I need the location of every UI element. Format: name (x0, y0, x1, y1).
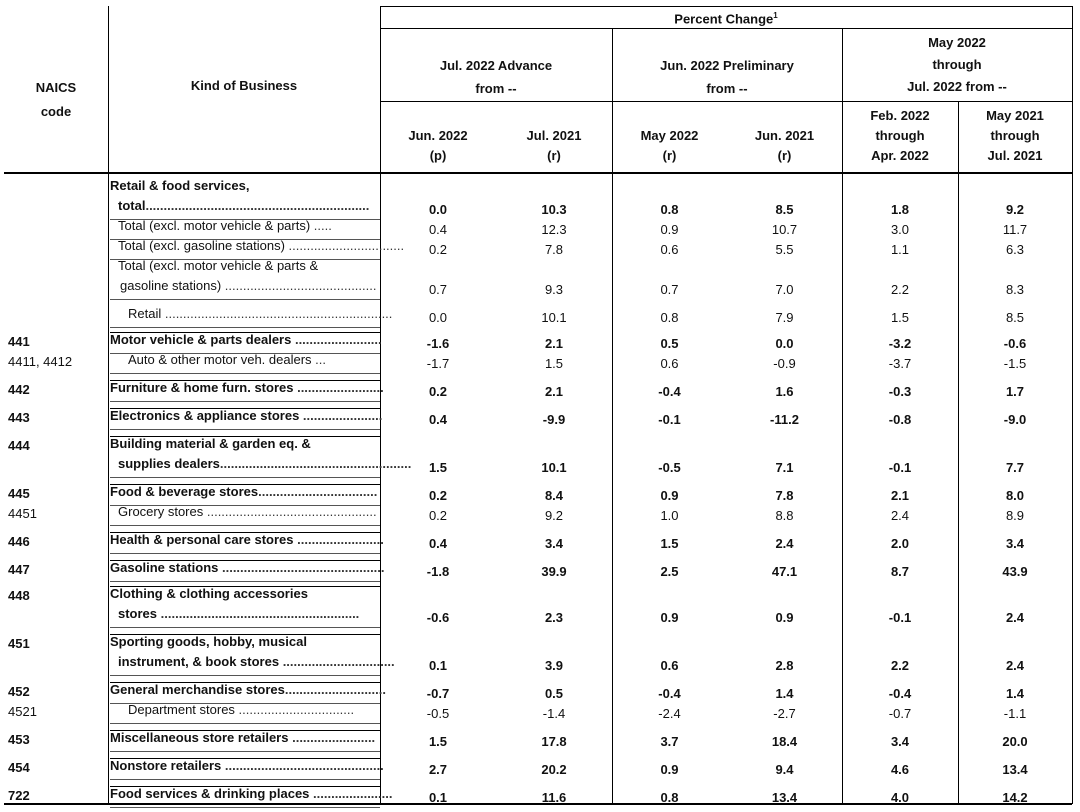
column-header-line: through (990, 128, 1040, 143)
percent-change-value: -1.8 (426, 564, 450, 579)
leader-dots: ...................... (299, 408, 383, 423)
business-label (110, 176, 378, 196)
row-label-underline (110, 807, 380, 808)
row-label-underline (110, 477, 380, 478)
percent-change-value: 1.4 (775, 686, 794, 701)
column-header-line: (r) (662, 148, 677, 163)
business-label (110, 728, 378, 748)
naics-code: 454 (8, 760, 30, 775)
business-label-text: Gasoline stations (110, 560, 219, 575)
percent-change-value: 0.4 (428, 222, 448, 237)
business-label-text: supplies dealers (118, 456, 220, 471)
percent-change-value: 8.8 (775, 508, 794, 523)
leader-dots: ................................ (284, 238, 405, 253)
leader-dots: ............................................................... (161, 306, 393, 321)
business-label-text: Motor vehicle & parts dealers (110, 332, 292, 347)
percent-change-value: 2.8 (775, 658, 794, 673)
percent-change-text: Percent Change (674, 11, 774, 27)
business-label (118, 196, 378, 216)
row-label-underline (110, 327, 380, 328)
business-label-text: Retail & food services, (110, 178, 250, 193)
naics-code-header (4, 78, 108, 122)
business-label (110, 530, 384, 550)
business-label (118, 236, 405, 256)
leader-dots: ............................................. (218, 560, 385, 575)
business-label-text: Auto & other motor veh. dealers (128, 352, 312, 367)
naics-code: 452 (8, 684, 30, 699)
percent-change-value: -0.6 (426, 610, 450, 625)
percent-change-value: -1.5 (1003, 356, 1027, 371)
percent-change-value: -1.6 (426, 336, 450, 351)
column-header-feb-apr-2022 (842, 106, 958, 166)
business-label (110, 406, 383, 426)
naics-header-line: NAICS (35, 80, 77, 95)
group-line: Jun. 2022 Preliminary (660, 58, 794, 73)
naics-code: 722 (8, 788, 30, 803)
group-line: through (932, 57, 982, 72)
percent-change-value: 1.4 (1005, 686, 1025, 701)
business-label (110, 482, 378, 502)
percent-change-value: -0.5 (658, 460, 681, 475)
percent-change-value: 11.7 (1002, 222, 1028, 237)
business-label-text: instrument, & book stores (118, 654, 280, 669)
column-header-jun-2021 (727, 126, 842, 166)
business-label-text: stores (118, 606, 158, 621)
percent-change-value: 8.0 (1005, 488, 1025, 503)
column-header-line: Jun. 2022 (408, 128, 468, 143)
percent-change-value: 7.8 (544, 242, 564, 257)
percent-change-value: -0.4 (658, 686, 681, 701)
leader-dots: ................................ (234, 702, 355, 717)
percent-change-value: 3.9 (544, 658, 564, 673)
naics-code: 441 (8, 334, 30, 349)
business-label (128, 350, 396, 370)
footnote-mark: 1 (773, 11, 778, 20)
leader-dots: ............................ (284, 682, 386, 697)
percent-change-value: 0.2 (428, 508, 448, 523)
percent-change-value: 0.1 (428, 658, 448, 673)
percent-change-value: 43.9 (1002, 564, 1028, 579)
leader-dots: ........................ (293, 380, 384, 395)
percent-change-value: -0.7 (426, 686, 450, 701)
percent-change-value: 3.0 (890, 222, 910, 237)
group-bottom-rule (380, 101, 1072, 102)
percent-change-value: 3.4 (1005, 536, 1025, 551)
business-label-text: Health & personal care stores (110, 532, 294, 547)
percent-change-value: 1.5 (890, 310, 910, 325)
column-header-may-2022 (612, 126, 727, 166)
business-label (118, 256, 386, 276)
percent-change-value: 6.3 (1005, 242, 1025, 257)
percent-change-value: 7.1 (775, 460, 794, 475)
business-label (110, 558, 385, 578)
column-header-line: Feb. 2022 (870, 108, 930, 123)
group-jul-2022-advance (380, 56, 612, 99)
percent-change-value: -1.7 (426, 356, 450, 371)
group-line: May 2022 (928, 35, 986, 50)
leader-dots: ... (311, 352, 326, 367)
leader-dots: ..................................................... (219, 456, 412, 471)
row-label-underline (110, 675, 380, 676)
percent-change-value: -9.9 (542, 412, 566, 427)
percent-change-value: 0.9 (660, 762, 679, 777)
leader-dots: ........................ (293, 532, 384, 547)
percent-change-title (380, 6, 1072, 29)
business-label (110, 584, 378, 604)
naics-code: 443 (8, 410, 30, 425)
percent-change-value: 0.6 (660, 658, 679, 673)
row-label-underline (110, 581, 380, 582)
percent-change-value: 4.6 (890, 762, 910, 777)
naics-header-line: code (40, 104, 72, 119)
business-label (128, 700, 396, 720)
business-label-text: Sporting goods, hobby, musical (110, 634, 307, 649)
percent-change-value: 1.1 (890, 242, 910, 257)
column-header-line: May 2021 (986, 108, 1044, 123)
percent-change-value: 0.9 (660, 488, 679, 503)
percent-change-value: 1.5 (544, 356, 564, 371)
percent-change-value: -0.4 (888, 686, 912, 701)
percent-change-value: 0.5 (544, 686, 564, 701)
percent-change-value: 9.4 (775, 762, 794, 777)
percent-change-value: 20.0 (1002, 734, 1028, 749)
leader-dots: ................................. (258, 484, 378, 499)
column-header-line: Apr. 2022 (871, 148, 929, 163)
business-label (118, 216, 386, 236)
percent-change-value: -1.1 (1003, 706, 1027, 721)
leader-dots: .............................................................. (145, 198, 370, 213)
business-label (110, 680, 386, 700)
percent-change-value: 8.3 (1005, 282, 1025, 297)
leader-dots: ............................................... (203, 504, 377, 519)
percent-change-value: -0.3 (888, 384, 912, 399)
percent-change-value: -3.7 (888, 356, 912, 371)
leader-dots: .......................................... (221, 278, 377, 293)
percent-change-value: 0.8 (660, 790, 679, 805)
row-label-underline (110, 429, 380, 430)
percent-change-value: 2.1 (544, 384, 564, 399)
naics-code: 446 (8, 534, 30, 549)
percent-change-value: -0.6 (1003, 336, 1027, 351)
percent-change-value: 1.5 (428, 734, 448, 749)
percent-change-value: 0.7 (660, 282, 679, 297)
percent-change-value: 2.1 (890, 488, 910, 503)
column-header-may-2021-jul-2021 (958, 106, 1072, 166)
percent-change-value: 9.2 (1005, 202, 1025, 217)
business-label-text: General merchandise stores (110, 682, 285, 697)
percent-change-value: 5.5 (775, 242, 794, 257)
business-label-text: Department stores (128, 702, 235, 717)
percent-change-value: 11.6 (541, 790, 567, 805)
business-label-text: Miscellaneous store retailers (110, 730, 289, 745)
business-label (110, 378, 384, 398)
percent-change-value: 3.4 (544, 536, 564, 551)
percent-change-value: 2.4 (1005, 610, 1025, 625)
percent-change-value: -0.9 (773, 356, 796, 371)
row-label-underline (110, 401, 380, 402)
leader-dots: ....................................................... (157, 606, 360, 621)
business-label-text: Total (excl. motor vehicle & parts & (118, 258, 319, 273)
percent-change-value: -1.4 (542, 706, 566, 721)
column-header-line: Jul. 2021 (987, 148, 1043, 163)
business-label (118, 604, 378, 624)
business-label-text: Retail (128, 306, 162, 321)
percent-change-value: -0.1 (888, 460, 912, 475)
percent-change-value: 17.8 (541, 734, 567, 749)
business-label (110, 330, 382, 350)
percent-change-value: 7.8 (775, 488, 794, 503)
percent-change-value: -0.4 (658, 384, 681, 399)
percent-change-value: 4.0 (890, 790, 910, 805)
row-label-underline (110, 627, 380, 628)
column-header-line: (r) (547, 148, 561, 163)
column-header-jul-2021 (496, 126, 612, 166)
percent-change-value: 0.1 (428, 790, 448, 805)
percent-change-value: -0.8 (888, 412, 912, 427)
percent-change-value: 0.8 (660, 202, 679, 217)
business-label-text: Furniture & home furn. stores (110, 380, 294, 395)
header-divider (1072, 6, 1073, 173)
naics-code: 442 (8, 382, 30, 397)
naics-code: 4521 (8, 704, 37, 719)
business-label-text: Total (excl. gasoline stations) (118, 238, 285, 253)
body-divider (108, 173, 109, 804)
percent-change-value: 1.5 (660, 536, 679, 551)
business-label-text: Grocery stores (118, 504, 204, 519)
business-label-text: Electronics & appliance stores (110, 408, 300, 423)
percent-change-value: 8.7 (890, 564, 910, 579)
business-label-text: total (118, 198, 146, 213)
business-label (110, 784, 393, 804)
percent-change-value: -9.0 (1003, 412, 1027, 427)
naics-code: 447 (8, 562, 30, 577)
percent-change-value: 7.9 (775, 310, 794, 325)
group-line: Jul. 2022 from -- (907, 79, 1007, 94)
leader-dots: ........................ (291, 332, 382, 347)
header-bottom-rule (4, 172, 1072, 174)
percent-change-value: 0.6 (660, 356, 679, 371)
leader-dots: ............................................ (221, 758, 384, 773)
percent-change-value: 9.3 (544, 282, 564, 297)
percent-change-value: 39.9 (541, 564, 567, 579)
percent-change-value: 7.7 (1005, 460, 1025, 475)
column-header-line: (r) (777, 148, 792, 163)
naics-code: 451 (8, 636, 30, 651)
column-header-line: (p) (429, 148, 447, 163)
percent-change-value: 14.2 (1002, 790, 1028, 805)
group-line: Jul. 2022 Advance (439, 58, 553, 73)
naics-code: 453 (8, 732, 30, 747)
kind-of-business-header: Kind of Business (190, 78, 298, 93)
column-header-line: May 2022 (640, 128, 699, 143)
percent-change-value: 1.0 (660, 508, 679, 523)
body-divider (1072, 173, 1073, 804)
business-label (120, 276, 380, 296)
business-label-text: Food services & drinking places (110, 786, 310, 801)
percent-change-value: 0.5 (660, 336, 679, 351)
row-label-underline (110, 723, 380, 724)
leader-dots: ....................... (288, 730, 376, 745)
business-label-text: Food & beverage stores (110, 484, 259, 499)
percent-change-value: 2.0 (890, 536, 910, 551)
percent-change-value: 20.2 (541, 762, 567, 777)
row-label-underline (110, 299, 380, 300)
percent-change-value: 0.8 (660, 310, 679, 325)
percent-change-value: 2.5 (660, 564, 679, 579)
percent-change-value: -2.4 (658, 706, 681, 721)
percent-change-value: 13.4 (771, 790, 798, 805)
percent-change-value: 0.2 (428, 488, 448, 503)
percent-change-value: -2.7 (773, 706, 796, 721)
business-label (110, 632, 378, 652)
percent-change-value: 1.7 (1005, 384, 1025, 399)
percent-change-value: 18.4 (771, 734, 798, 749)
business-label-text: Building material & garden eq. & (110, 436, 311, 451)
business-label (118, 454, 412, 474)
percent-change-value: 8.4 (544, 488, 564, 503)
percent-change-value: 8.5 (775, 202, 794, 217)
column-header-line: Jul. 2021 (526, 128, 582, 143)
group-jun-2022-preliminary (612, 56, 842, 99)
business-label-text: Total (excl. motor vehicle & parts) (118, 218, 311, 233)
column-header-jun-2022 (380, 126, 496, 166)
percent-change-value: 0.9 (660, 610, 679, 625)
business-label-text: Nonstore retailers (110, 758, 222, 773)
percent-change-value: 3.7 (660, 734, 679, 749)
business-label-text: Clothing & clothing accessories (110, 586, 308, 601)
row-label-underline (110, 373, 380, 374)
percent-change-value: 10.1 (541, 460, 567, 475)
percent-change-value: 10.1 (541, 310, 567, 325)
percent-change-value: 1.5 (428, 460, 448, 475)
percent-change-value: -3.2 (888, 336, 912, 351)
percent-change-value: 0.0 (428, 310, 448, 325)
row-label-underline (110, 553, 380, 554)
percent-change-value: 10.3 (541, 202, 567, 217)
percent-change-value: 0.9 (660, 222, 679, 237)
percent-change-value: 0.4 (428, 536, 448, 551)
percent-change-value: 2.2 (890, 658, 910, 673)
percent-change-value: 1.6 (775, 384, 794, 399)
percent-change-value: 2.4 (775, 536, 794, 551)
naics-code: 445 (8, 486, 30, 501)
percent-change-value: 12.3 (541, 222, 567, 237)
percent-change-value: 0.6 (660, 242, 679, 257)
group-line: from -- (706, 81, 748, 96)
naics-code: 448 (8, 588, 30, 603)
business-label (110, 756, 384, 776)
percent-change-value: 10.7 (771, 222, 798, 237)
percent-change-value: 0.9 (775, 610, 794, 625)
leader-dots: ..... (310, 218, 332, 233)
business-label-text: gasoline stations) (120, 278, 222, 293)
business-label (118, 652, 395, 672)
percent-change-value: 13.4 (1002, 762, 1028, 777)
percent-change-value: 3.4 (890, 734, 910, 749)
naics-code: 4411, 4412 (8, 354, 73, 369)
percent-change-value: 2.3 (544, 610, 564, 625)
percent-change-value: 47.1 (771, 564, 798, 579)
percent-change-value: 0.4 (428, 412, 448, 427)
percent-change-value: 2.4 (890, 508, 910, 523)
business-label (110, 434, 378, 454)
percent-change-value: 2.7 (428, 762, 448, 777)
leader-dots: ...................... (309, 786, 393, 801)
percent-change-value: 8.9 (1005, 508, 1025, 523)
naics-code: 444 (8, 438, 30, 453)
percent-change-value: -11.2 (770, 412, 799, 427)
percent-change-value: -0.1 (658, 412, 681, 427)
percent-change-value: 7.0 (775, 282, 794, 297)
percent-change-value: -0.1 (888, 610, 912, 625)
percent-change-value: 0.7 (428, 282, 448, 297)
percent-change-value: 2.2 (890, 282, 910, 297)
leader-dots: ............................... (279, 654, 395, 669)
column-header-line: through (875, 128, 925, 143)
group-line: from -- (475, 81, 517, 96)
percent-change-value: -0.5 (426, 706, 450, 721)
percent-change-value: 0.2 (428, 242, 448, 257)
percent-change-value: -0.7 (888, 706, 912, 721)
percent-change-value: 0.2 (428, 384, 448, 399)
business-label (128, 304, 396, 324)
business-label (118, 502, 386, 522)
percent-change-value: 0.0 (775, 336, 794, 351)
group-may-through-jul-2022 (842, 33, 1072, 97)
column-header-line: Jun. 2021 (754, 128, 815, 143)
row-label-underline (110, 779, 380, 780)
percent-change-value: 9.2 (544, 508, 564, 523)
percent-change-value: 2.4 (1005, 658, 1025, 673)
row-label-underline (110, 525, 380, 526)
row-label-underline (110, 751, 380, 752)
naics-code: 4451 (8, 506, 37, 521)
percent-change-value: 8.5 (1005, 310, 1025, 325)
percent-change-value: 0.0 (428, 202, 448, 217)
percent-change-value: 2.1 (544, 336, 564, 351)
percent-change-value: 1.8 (890, 202, 910, 217)
